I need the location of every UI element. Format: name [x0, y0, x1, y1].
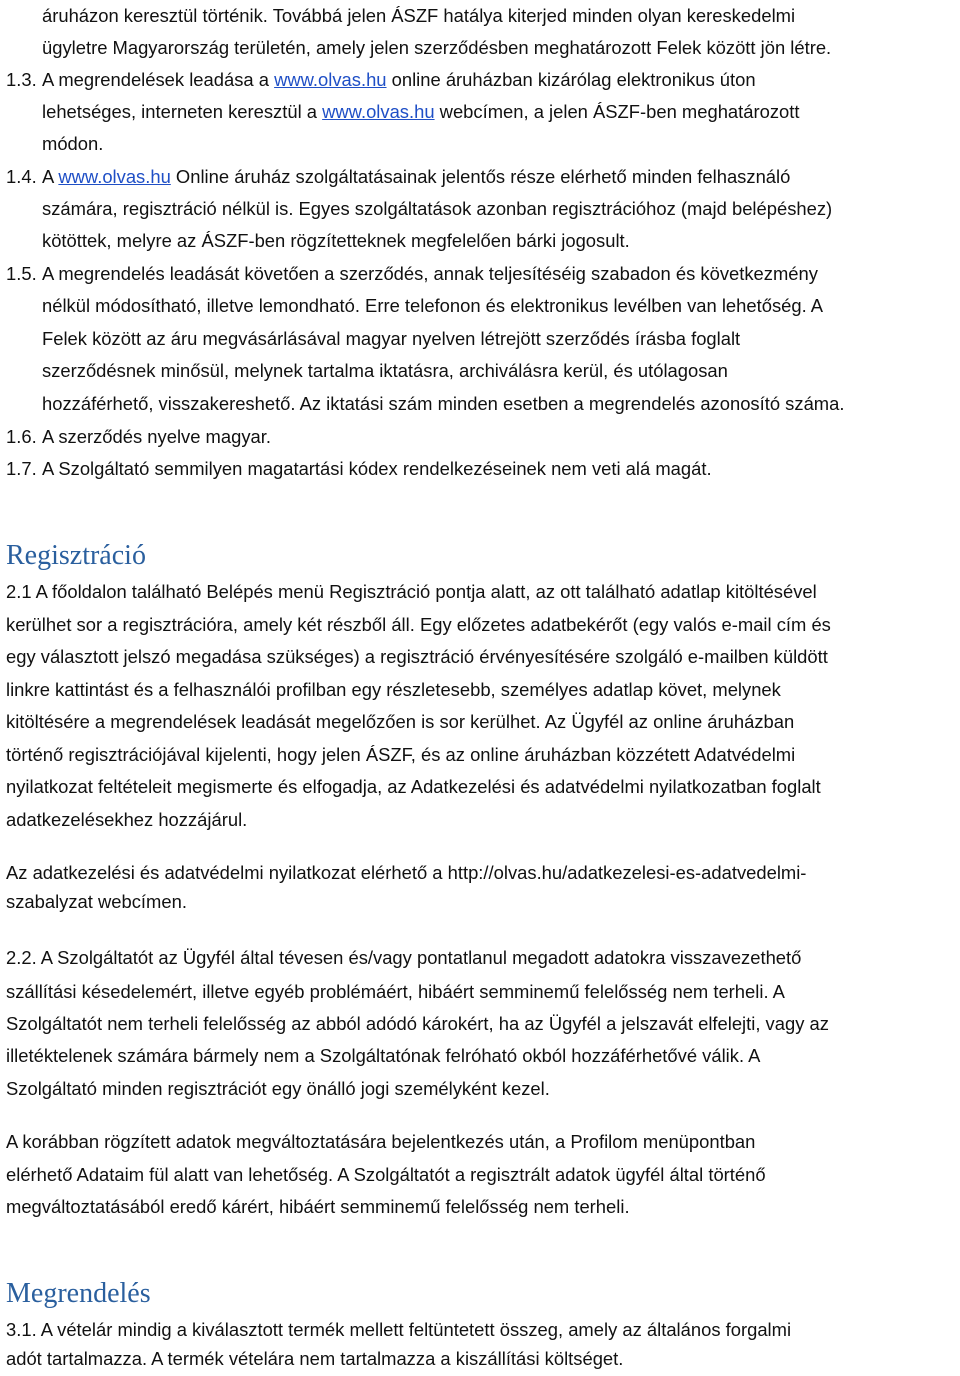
paragraph-line: 2.2. A Szolgáltatót az Ügyfél által tévesen és/vagy pontatlanul megadott adatokra visszavezethető: [6, 947, 802, 968]
item-1-5-line: szerződésnek minősül, melynek tartalma iktatásra, archiválásra kerül, és utólagosan: [42, 360, 728, 381]
item-1-7-line: A Szolgáltató semmilyen magatartási kódex rendelkezéseinek nem veti alá magát.: [42, 458, 712, 479]
item-1-5-line: nélkül módosítható, illetve lemondható. Erre telefonon és elektronikus levélben van lehetőség. A: [42, 295, 824, 316]
item-1-4-line: számára, regisztráció nélkül is. Egyes szolgáltatások azonban regisztrációhoz (majd belépéshez): [42, 198, 833, 219]
item-number: 1.5.: [6, 263, 37, 284]
paragraph-line: nyilatkozat feltételeit megismerte és elfogadja, az Adatkezelési és adatvédelmi nyilatkozatban foglalt: [6, 776, 821, 797]
olvas-link[interactable]: www.olvas.hu: [322, 101, 435, 122]
item-1-3-line: módon.: [42, 133, 104, 154]
item-1-5-line: Felek között az áru megvásárlásával magyar nyelven létrejött szerződés írásba foglalt: [42, 328, 741, 349]
paragraph-line: szállítási késedelemért, illetve egyéb problémáért, hibáért semminemű felelősség nem terheli. A: [6, 981, 785, 1002]
text-span: lehetséges, interneten keresztül a: [42, 101, 323, 122]
paragraph-line: egy választott jelszó megadása szükséges) a regisztráció érvényesítésére szolgáló e-mailben küldött: [6, 646, 828, 667]
item-number: 1.3.: [6, 69, 37, 90]
intro-line: áruházon keresztül történik. Továbbá jelen ÁSZF hatálya kiterjed minden olyan kereskedelmi: [42, 5, 796, 26]
item-1-3-line: [42, 96, 800, 128]
item-1-5-line: A megrendelés leadását követően a szerződés, annak teljesítéséig szabadon és következmény: [42, 263, 818, 284]
text-span: webcímen, a jelen ÁSZF-ben meghatározott: [434, 101, 800, 122]
text-span: Online áruház szolgáltatásainak jelentős része elérhető minden felhasználó: [170, 166, 791, 187]
olvas-link[interactable]: www.olvas.hu: [58, 166, 171, 187]
text-span: A megrendelések leadása a: [42, 69, 275, 90]
paragraph-line: Szolgáltató minden regisztrációt egy önálló jogi személyként kezel.: [6, 1078, 550, 1099]
paragraph-line: történő regisztrációjával kijelenti, hogy jelen ÁSZF, és az online áruházban közzétett Adatvédelmi: [6, 744, 796, 765]
paragraph-line: elérhető Adataim fül alatt van lehetőség. A Szolgáltatót a regisztrált adatok ügyfél által történő: [6, 1164, 766, 1185]
paragraph-line: kitöltésére a megrendelések leadását megelőzően is sor kerülhet. Az Ügyfél az online áruházban: [6, 711, 795, 732]
item-number: 1.6.: [6, 426, 37, 447]
item-1-4-line: kötöttek, melyre az ÁSZF-ben rögzítetteknek megfelelően bárki jogosult.: [42, 230, 630, 251]
paragraph-line: A korábban rögzített adatok megváltoztatására bejelentkezés után, a Profilom menüpontban: [6, 1131, 756, 1152]
paragraph-line: 3.1. A vételár mindig a kiválasztott termék mellett feltüntetett összeg, amely az általános forgalmi: [6, 1319, 792, 1340]
text-span: online áruházban kizárólag elektronikus úton: [386, 69, 756, 90]
item-1-5-line: hozzáférhető, visszakereshető. Az iktatási szám minden esetben a megrendelés azonosító száma.: [42, 393, 845, 414]
paragraph-line: megváltoztatásából eredő kárért, hibáért semminemű felelősség nem terheli.: [6, 1196, 630, 1217]
paragraph-line: 2.1 A főoldalon található Belépés menü Regisztráció pontja alatt, az ott található adatlap kitöltésével: [6, 581, 817, 602]
item-1-6-line: A szerződés nyelve magyar.: [42, 426, 271, 447]
section-heading-order: Megrendelés: [6, 1278, 151, 1309]
text-span: A: [42, 166, 59, 187]
intro-line: ügyletre Magyarország területén, amely jelen szerződésben meghatározott Felek között jön létre.: [42, 37, 832, 58]
paragraph-line: linkre kattintást és a felhasználói profilban egy részletesebb, személyes adatlap követ, melynek: [6, 679, 781, 700]
paragraph-line: Az adatkezelési és adatvédelmi nyilatkozat elérhető a http://olvas.hu/adatkezelesi-es-adatvedelmi-: [6, 862, 807, 883]
olvas-link[interactable]: www.olvas.hu: [274, 69, 387, 90]
item-1-4-line: [42, 161, 790, 193]
section-heading-registration: Regisztráció: [6, 540, 146, 571]
item-number: 1.7.: [6, 458, 37, 479]
paragraph-line: szabalyzat webcímen.: [6, 891, 187, 912]
paragraph-line: kerülhet sor a regisztrációra, amely két részből áll. Egy előzetes adatbekérőt (egy valós e-mail cím és: [6, 614, 831, 635]
paragraph-line: adatkezelésekhez hozzájárul.: [6, 809, 248, 830]
paragraph-line: adót tartalmazza. A termék vételára nem tartalmazza a kiszállítási költséget.: [6, 1348, 624, 1369]
paragraph-line: illetéktelenek számára bármely nem a Szolgáltatónak felróható okból hozzáférhetővé válik. A: [6, 1045, 761, 1066]
item-number: 1.4.: [6, 166, 37, 187]
paragraph-line: Szolgáltatót nem terheli felelősség az abból adódó károkért, ha az Ügyfél a jelszavát elfelejti, vagy az: [6, 1013, 829, 1034]
item-1-3-line: [42, 64, 756, 96]
